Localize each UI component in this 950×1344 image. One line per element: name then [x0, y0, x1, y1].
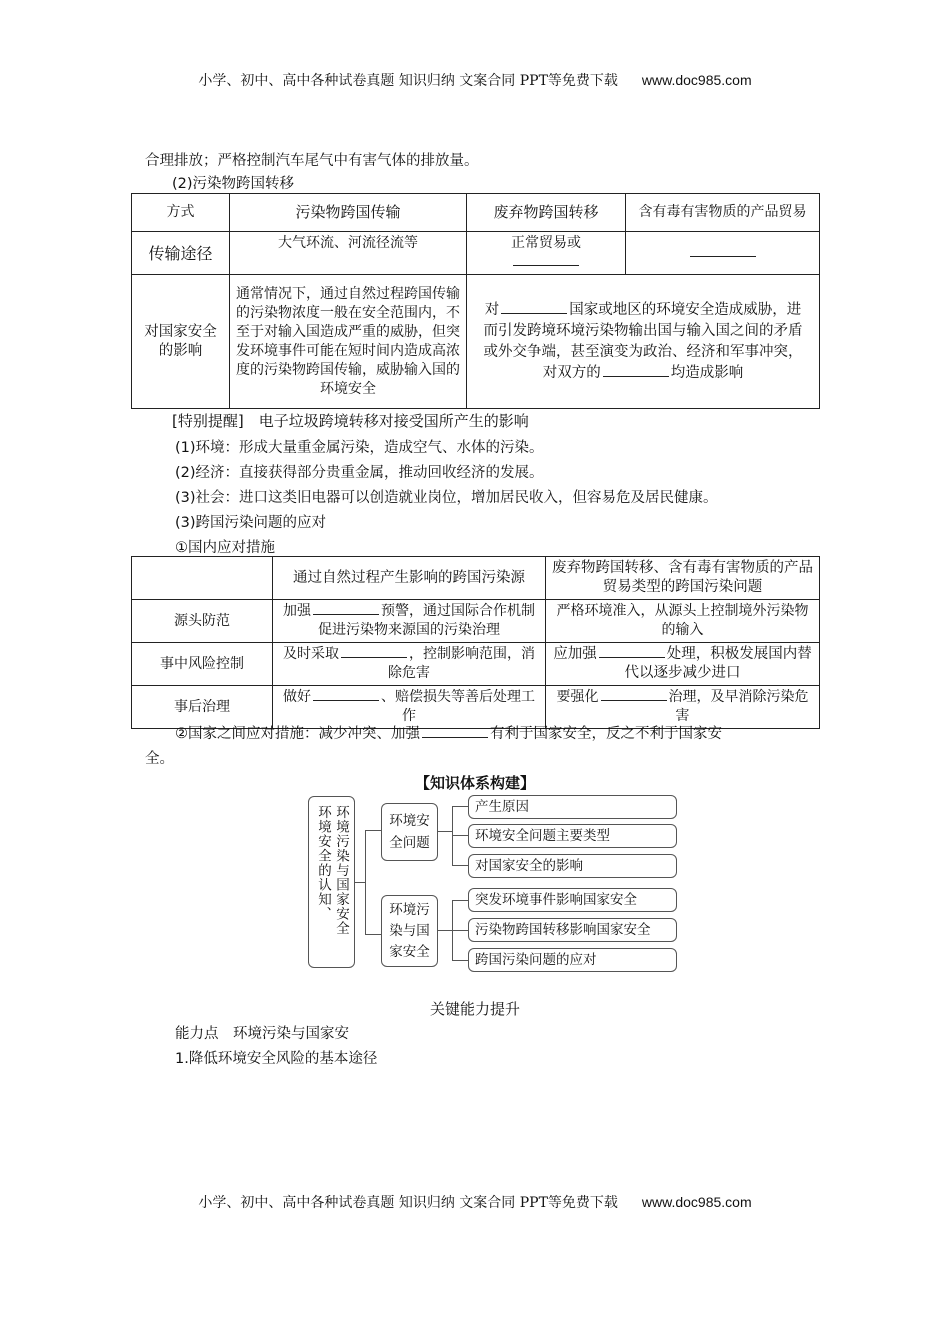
- row-label: 传输途径: [132, 232, 230, 275]
- table-cell: 及时采取 ，控制影响范围，消除危害: [273, 643, 546, 686]
- leaf-node: 环境安全问题主要类型: [468, 824, 677, 848]
- tip-item: (3)社会：进口这类旧电器可以创造就业岗位，增加居民收入，但容易危及居民健康。: [175, 490, 718, 506]
- table-header: [132, 557, 273, 600]
- section-title: (2)污染物跨国转移: [172, 176, 295, 192]
- table-cell: 加强 预警，通过国际合作机制促进污染物来源国的污染治理: [273, 600, 546, 643]
- footer-site[interactable]: www.doc985.com: [641, 1194, 752, 1210]
- table-cell: [626, 232, 820, 275]
- root-node: 环境安全的认知、 环境污染与国家安全: [308, 796, 355, 968]
- subsection-title: ①国内应对措施: [175, 540, 275, 556]
- table-cell: 对 国家或地区的环境安全造成威胁，进而引发跨境环境污染物输出国与输入国之间的矛盾或外交争端，甚至演变为政治、经济和军事冲突，对双方的 均造成影响: [467, 275, 820, 409]
- table-header: 废弃物跨国转移、含有毒有害物质的产品贸易类型的跨国污染问题: [546, 557, 820, 600]
- international-measures: ②国家之间应对措施：减少冲突、加强 有利于国家安全，反之不利于国家安: [175, 726, 722, 742]
- table-cell: 要强化 治理，及早消除污染危害: [546, 686, 820, 729]
- ability-item: 1.降低环境安全风险的基本途径: [175, 1051, 378, 1067]
- table-header: 废弃物跨国转移: [467, 194, 626, 232]
- table-header: 含有毒有害物质的产品贸易: [626, 194, 820, 232]
- table-cell: 通常情况下，通过自然过程跨国传输的污染物浓度一般在安全范围内，不至于对输入国造成严重的威胁，但突发环境事件可能在短时间内造成高浓度的污染物跨国传输，威胁输入国的环境安全: [230, 275, 467, 409]
- table-header: 污染物跨国传输: [230, 194, 467, 232]
- fill-blank[interactable]: [603, 376, 669, 377]
- row-label: 源头防范: [132, 600, 273, 643]
- row-label: 事后治理: [132, 686, 273, 729]
- fill-blank[interactable]: [601, 700, 667, 701]
- fill-blank[interactable]: [599, 657, 665, 658]
- fill-blank[interactable]: [313, 614, 379, 615]
- section-title: (3)跨国污染问题的应对: [175, 515, 327, 531]
- mid-node-env-security: 环境安全问题: [381, 803, 438, 861]
- tip-item: (1)环境：形成大量重金属污染，造成空气、水体的污染。: [175, 440, 544, 456]
- table-cell: 严格环境准入，从源头上控制境外污染物的输入: [546, 600, 820, 643]
- fill-blank[interactable]: [422, 737, 488, 738]
- leaf-node: 跨国污染问题的应对: [468, 948, 677, 972]
- tip-item: (2)经济：直接获得部分贵重金属，推动回收经济的发展。: [175, 465, 544, 481]
- page-footer: 小学、初中、高中各种试卷真题 知识归纳 文案合同 PPT等免费下载 www.doc985.com: [198, 1194, 752, 1211]
- leaf-node: 污染物跨国转移影响国家安全: [468, 918, 677, 942]
- knowledge-title: 【知识体系构建】: [414, 774, 535, 792]
- international-measures-cont: 全。: [145, 751, 174, 767]
- page-header: 小学、初中、高中各种试卷真题 知识归纳 文案合同 PPT等免费下载 www.doc985.com: [198, 72, 752, 89]
- fill-blank[interactable]: [501, 313, 567, 314]
- table-cell: 正常贸易或: [467, 232, 626, 275]
- table-cell: 做好 、赔偿损失等善后处理工作: [273, 686, 546, 729]
- row-label: 对国家安全的影响: [132, 275, 230, 409]
- table-header: 通过自然过程产生影响的跨国污染源: [273, 557, 546, 600]
- fill-blank[interactable]: [341, 657, 407, 658]
- response-table: [131, 556, 820, 729]
- leaf-node: 对国家安全的影响: [468, 854, 677, 878]
- header-site[interactable]: www.doc985.com: [641, 72, 752, 88]
- leaf-node: 突发环境事件影响国家安全: [468, 888, 677, 912]
- tip-title: [特别提醒] 电子垃圾跨境转移对接受国所产生的影响: [172, 412, 529, 430]
- fill-blank[interactable]: [513, 265, 579, 266]
- ability-title: 关键能力提升: [429, 1000, 520, 1018]
- fill-blank[interactable]: [690, 256, 756, 257]
- ability-point: 能力点 环境污染与国家安: [175, 1026, 349, 1042]
- table-header: 方式: [132, 194, 230, 232]
- table-cell: 应加强 处理，积极发展国内替代以逐步减少进口: [546, 643, 820, 686]
- fill-blank[interactable]: [313, 700, 379, 701]
- row-label: 事中风险控制: [132, 643, 273, 686]
- intro-line: 合理排放；严格控制汽车尾气中有害气体的排放量。: [145, 153, 479, 169]
- table-cell: 大气环流、河流径流等: [230, 232, 467, 275]
- leaf-node: 产生原因: [468, 795, 677, 819]
- transfer-table: [131, 193, 820, 409]
- mid-node-pollution-security: 环境污染与国家安全: [381, 895, 438, 967]
